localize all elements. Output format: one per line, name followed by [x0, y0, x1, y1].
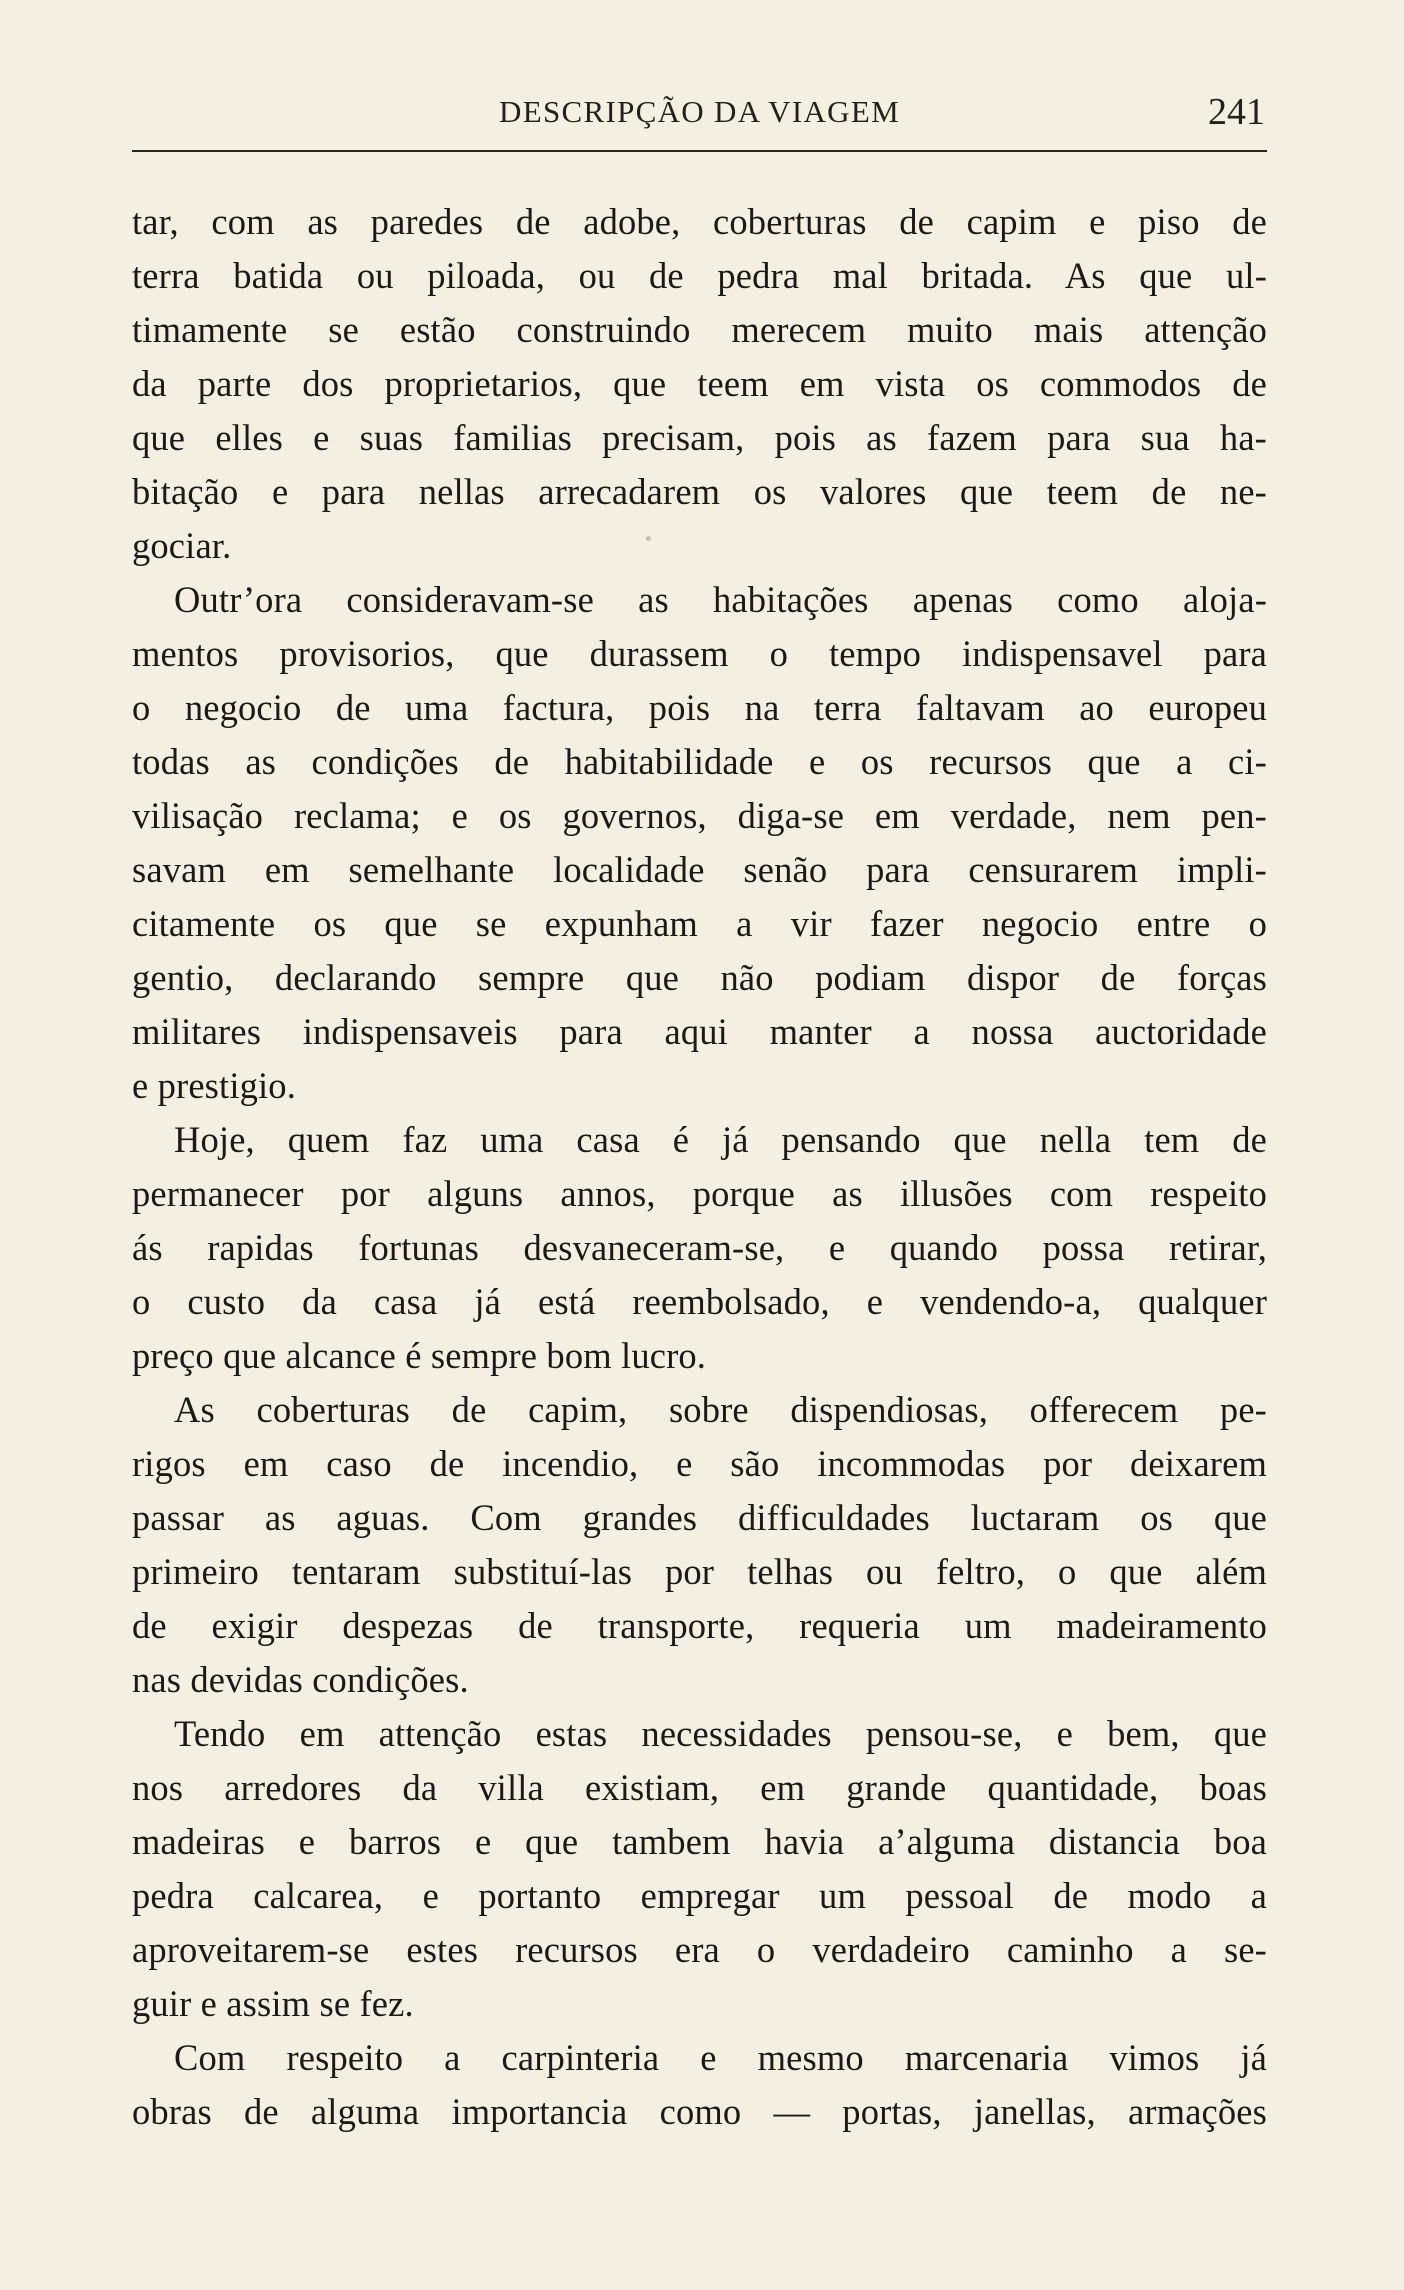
text-line: bitação e para nellas arrecadarem os valores que teem de ne- — [132, 471, 1267, 512]
text-line: Tendo em attenção estas necessidades pensou-se, e bem, que — [174, 1713, 1267, 1754]
text-line: preço que alcance é sempre bom lucro. — [132, 1335, 707, 1376]
text-line: Com respeito a carpinteria e mesmo marcenaria vimos já — [174, 2037, 1267, 2078]
text-line: savam em semelhante localidade senão para censurarem impli- — [132, 849, 1267, 890]
text-line: terra batida ou piloada, ou de pedra mal britada. As que ul- — [132, 255, 1267, 296]
text-line: permanecer por alguns annos, porque as illusões com respeito — [132, 1173, 1267, 1214]
text-line: da parte dos proprietarios, que teem em vista os commodos de — [132, 363, 1267, 404]
text-line: todas as condições de habitabilidade e os recursos que a ci- — [132, 741, 1267, 782]
body-text — [132, 195, 1267, 2139]
text-line: Outr’ora consideravam-se as habitações apenas como aloja- — [174, 579, 1267, 620]
running-title: DESCRIPÇÃO DA VIAGEM — [499, 94, 900, 129]
text-line: passar as aguas. Com grandes difficuldades luctaram os que — [132, 1497, 1267, 1538]
text-line: Hoje, quem faz uma casa é já pensando que nella tem de — [174, 1119, 1267, 1160]
text-line: aproveitarem-se estes recursos era o verdadeiro caminho a se- — [132, 1929, 1267, 1970]
text-line: e prestigio. — [132, 1065, 296, 1106]
text-line: ás rapidas fortunas desvaneceram-se, e quando possa retirar, — [132, 1227, 1267, 1268]
text-line: o negocio de uma factura, pois na terra faltavam ao europeu — [132, 687, 1267, 728]
text-line: nas devidas condições. — [132, 1659, 469, 1700]
page-number: 241 — [1208, 91, 1265, 133]
text-line: rigos em caso de incendio, e são incommodas por deixarem — [132, 1443, 1267, 1484]
text-line: gociar. — [132, 525, 232, 566]
text-line: guir e assim se fez. — [132, 1983, 414, 2024]
text-line: que elles e suas familias precisam, pois as fazem para sua ha- — [132, 417, 1267, 458]
text-line: nos arredores da villa existiam, em grande quantidade, boas — [132, 1767, 1267, 1808]
text-line: timamente se estão construindo merecem muito mais attenção — [132, 309, 1267, 350]
text-line: mentos provisorios, que durassem o tempo indispensavel para — [132, 633, 1267, 674]
text-line: vilisação reclama; e os governos, diga-se em verdade, nem pen- — [132, 795, 1267, 836]
text-line: primeiro tentaram substituí-las por telhas ou feltro, o que além — [132, 1551, 1267, 1592]
text-line: gentio, declarando sempre que não podiam dispor de forças — [132, 957, 1267, 998]
text-line: de exigir despezas de transporte, requeria um madeiramento — [132, 1605, 1267, 1646]
text-line: obras de alguma importancia como — portas, janellas, armações — [132, 2091, 1267, 2132]
text-line: citamente os que se expunham a vir fazer negocio entre o — [132, 903, 1267, 944]
page-header — [132, 92, 1267, 146]
text-line: tar, com as paredes de adobe, coberturas de capim e piso de — [132, 201, 1267, 242]
header-rule — [132, 150, 1267, 152]
text-line: o custo da casa já está reembolsado, e vendendo-a, qualquer — [132, 1281, 1267, 1322]
text-line: pedra calcarea, e portanto empregar um pessoal de modo a — [132, 1875, 1267, 1916]
text-line: madeiras e barros e que tambem havia a’alguma distancia boa — [132, 1821, 1267, 1862]
text-line: As coberturas de capim, sobre dispendiosas, offerecem pe- — [174, 1389, 1267, 1430]
text-line: militares indispensaveis para aqui manter a nossa auctoridade — [132, 1011, 1267, 1052]
